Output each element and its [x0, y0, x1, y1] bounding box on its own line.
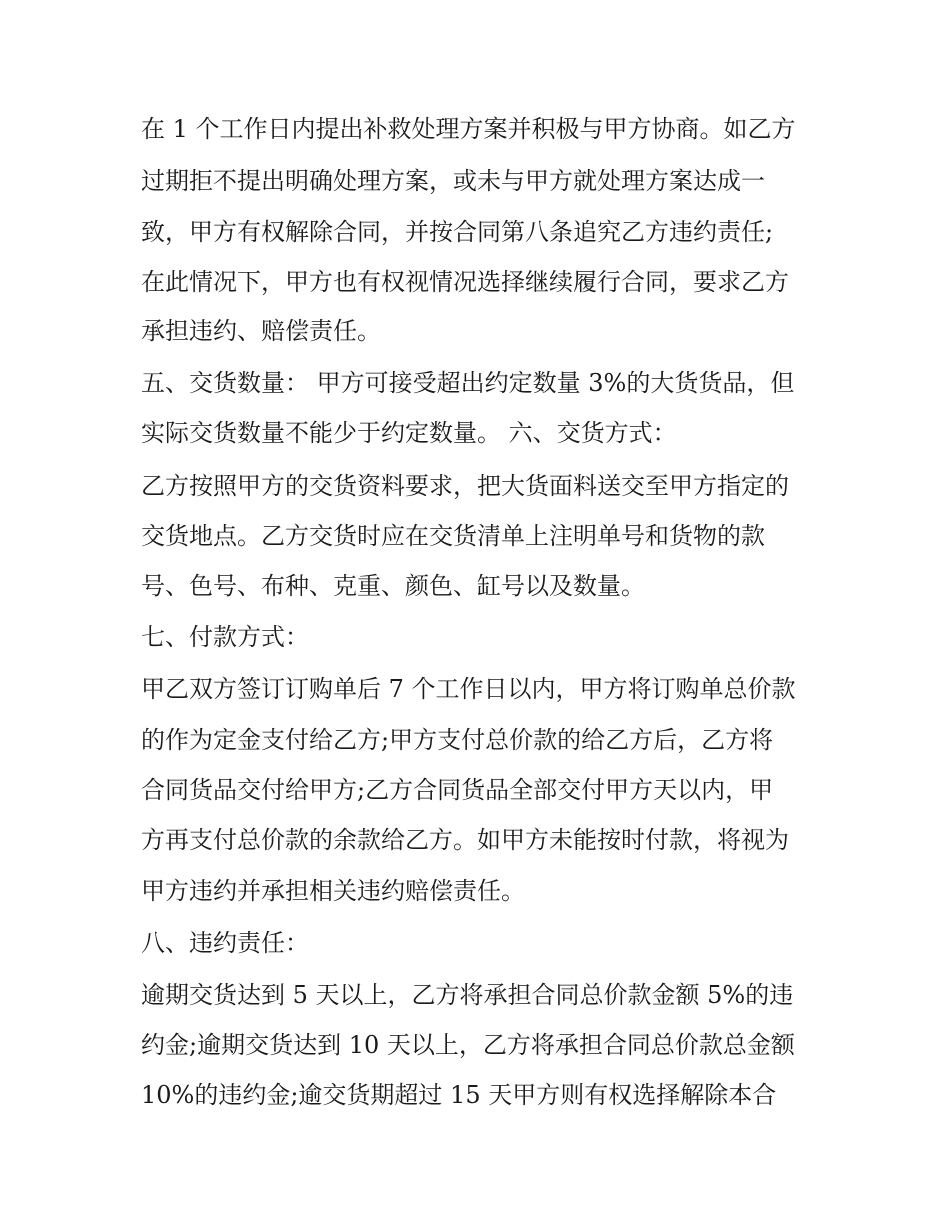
text-line: 号、色号、布种、克重、颜色、缸号以及数量。 [141, 572, 645, 600]
text-line: 甲方违约并承担相关违约赔偿责任。 [141, 877, 525, 905]
text-line: 实际交货数量不能少于约定数量。 六、交货方式： [141, 419, 677, 447]
text-line: 逾期交货达到 5 天以上，乙方将承担合同总价款金额 5%的违 [141, 981, 794, 1009]
section-heading: 八、违约责任： [141, 929, 309, 957]
text-line: 在 1 个工作日内提出补救处理方案并积极与甲方协商。如乙方 [141, 115, 796, 143]
text-line: 乙方按照甲方的交货资料要求，把大货面料送交至甲方指定的 [141, 472, 789, 500]
text-line: 约金;逾期交货达到 10 天以上，乙方将承担合同总价款总金额 [141, 1031, 795, 1059]
section-heading: 七、付款方式： [141, 623, 309, 651]
text-line: 五、交货数量： 甲方可接受超出约定数量 3%的大货货品，但 [141, 369, 795, 397]
text-line: 甲乙双方签订订购单后 7 个工作日以内，甲方将订购单总价款 [141, 675, 796, 703]
text-line: 过期拒不提出明确处理方案，或未与甲方就处理方案达成一 [141, 167, 765, 195]
text-line: 致，甲方有权解除合同，并按合同第八条追究乙方违约责任; [141, 218, 774, 246]
text-line: 合同货品交付给甲方;乙方合同货品全部交付甲方天以内，甲 [141, 776, 774, 804]
text-line: 的作为定金支付给乙方;甲方支付总价款的给乙方后，乙方将 [141, 726, 774, 754]
text-line: 方再支付总价款的余款给乙方。如甲方未能按时付款，将视为 [141, 826, 789, 854]
text-line: 在此情况下，甲方也有权视情况选择继续履行合同，要求乙方 [141, 268, 789, 296]
text-line: 10%的违约金;逾交货期超过 15 天甲方则有权选择解除本合 [141, 1081, 777, 1109]
text-line: 承担违约、赔偿责任。 [141, 317, 381, 345]
text-line: 交货地点。乙方交货时应在交货清单上注明单号和货物的款 [141, 522, 765, 550]
